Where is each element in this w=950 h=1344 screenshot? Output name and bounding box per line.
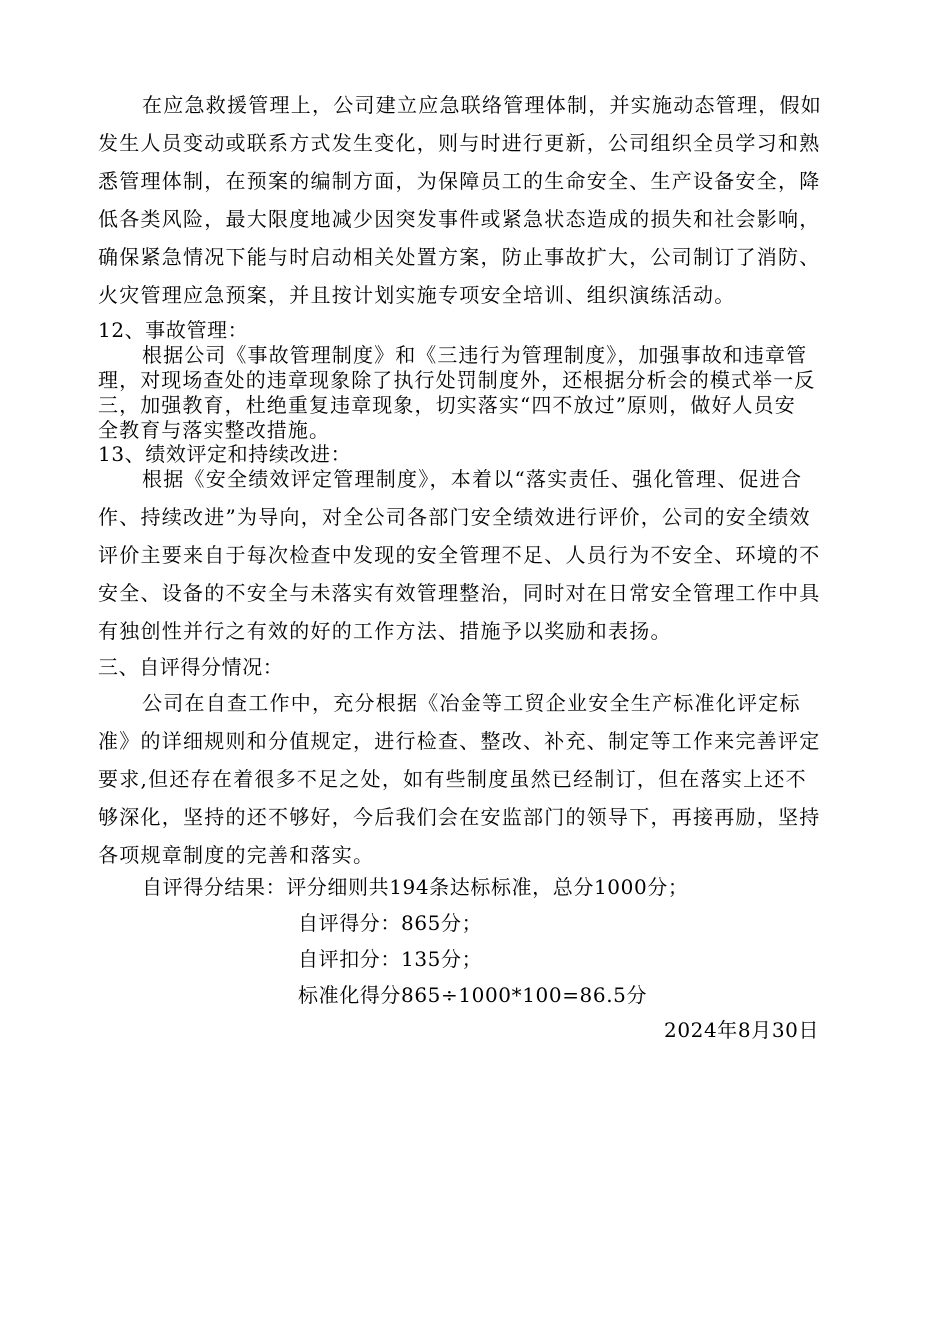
paragraph-line: 根据公司《事故管理制度》和《三违行为管理制度》，加强事故和违章管	[142, 343, 808, 367]
paragraph-line: 理，对现场查处的违章现象除了执行处罚制度外，还根据分析会的模式举一反	[98, 368, 816, 392]
paragraph-line: 三，加强教育，杜绝重复违章现象，切实落实“四不放过”原则，做好人员安	[98, 393, 796, 417]
paragraph-line: 在应急救援管理上，公司建立应急联络管理体制，并实施动态管理，假如	[142, 93, 822, 117]
score-result-line: 自评得分结果：评分细则共194条达标标准，总分1000分；	[142, 875, 689, 899]
paragraph-line: 评价主要来自于每次检查中发现的安全管理不足、人员行为不安全、环境的不	[98, 543, 821, 567]
paragraph-line: 作、持续改进”为导向，对全公司各部门安全绩效进行评价，公司的安全绩效	[98, 505, 811, 529]
paragraph-line: 公司在自查工作中，充分根据《冶金等工贸企业安全生产标准化评定标	[142, 691, 801, 715]
paragraph-line: 各项规章制度的完善和落实。	[98, 843, 375, 867]
paragraph-line: 火灾管理应急预案，并且按计划实施专项安全培训、组织演练活动。	[98, 283, 736, 307]
section-heading-selfcheck: 三、自评得分情况：	[98, 655, 284, 679]
paragraph-line: 低各类风险，最大限度地减少因突发事件或紧急状态造成的损失和社会影响，	[98, 207, 821, 231]
paragraph-line: 安全、设备的不安全与未落实有效管理整治，同时对在日常安全管理工作中具	[98, 581, 821, 605]
paragraph-line: 发生人员变动或联系方式发生变化，则与时进行更新，公司组织全员学习和熟	[98, 131, 821, 155]
section-heading-performance: 13、绩效评定和持续改进：	[98, 442, 352, 466]
paragraph-line: 悉管理体制，在预案的编制方面，为保障员工的生命安全、生产设备安全，降	[98, 169, 821, 193]
paragraph-line: 要求,但还存在着很多不足之处，如有些制度虽然已经制订，但在落实上还不	[98, 767, 807, 791]
score-deduct-line: 自评扣分：135分；	[298, 947, 483, 971]
paragraph-line: 够深化，坚持的还不够好，今后我们会在安监部门的领导下，再接再励，坚持	[98, 805, 821, 829]
paragraph-line: 全教育与落实整改措施。	[98, 418, 331, 442]
paragraph-line: 确保紧急情况下能与时启动相关处置方案，防止事故扩大，公司制订了消防、	[98, 245, 821, 269]
section-heading-accident: 12、事故管理：	[98, 318, 249, 342]
score-self-line: 自评得分：865分；	[298, 911, 483, 935]
paragraph-line: 根据《安全绩效评定管理制度》，本着以“落实责任、强化管理、促进合	[142, 467, 803, 491]
paragraph-line: 准》的详细规则和分值规定，进行检查、整改、补充、制定等工作来完善评定	[98, 729, 821, 753]
score-standard-line: 标准化得分865÷1000*100=86.5分	[298, 983, 648, 1007]
paragraph-line: 有独创性并行之有效的好的工作方法、措施予以奖励和表扬。	[98, 619, 672, 643]
document-date: 2024年8月30日	[664, 1018, 820, 1042]
